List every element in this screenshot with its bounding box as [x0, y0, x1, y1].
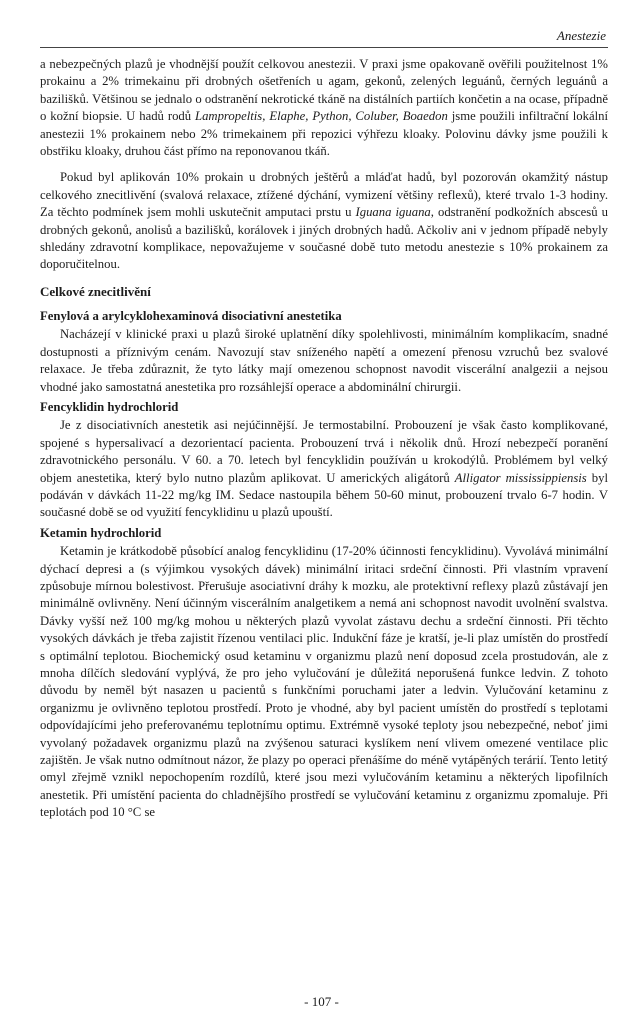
page-number: - 107 - [304, 994, 339, 1009]
page-content [40, 28, 608, 825]
species-name: Iguana iguana [355, 205, 431, 220]
paragraph-ketamine: Ketamin je krátkodobě působící analog fencyklidinu (17-20% účinnosti fencyklidinu). Vyvolává minimální dýchací depresi a (s výjimkou vysokých dávek) minimální iritaci srdeční činnosti. Při vlastním vpravení způsobuje mírnou bolestivost. Přerušuje asociativní dráhy k mozku, ale protektivní reflexy plazů zůstávají jen minimálně ovlivněny. Není účinným viscerálním analgetikem a nemá ani schopnost navodit uvolnění svalstva. Dávky vyšší než 100 mg/kg mohou u některých plazů vyvolat zástavu dechu a srdeční činnosti. Při těchto vysokých dávkách je třeba zajistit řízenou ventilaci plic. Indukční fáze je kratší, je-li plaz umístěn do prostředí s optimální teplotou. Biochemický osud ketaminu v organizmu plazů není doposud zcela prostudován, ale z mnoha dílčích sledování vyplývá, že pro jeho vylučování je důležitá neporušená funkce ledvin. Z tohoto důvodu by neměl být nasazen u pacientů s funkčními poruchami jater a ledvin. Vylučování ketaminu z organizmu je ovlivněno teplotou prostředí. Proto je vhodné, aby byl pacient umístěn do prostředí s teplotami odpovídajícími jeho preferovanému teplotnímu optimu. Extrémně vysoké teploty jsou nebezpečné, neboť jimi vyvolaný požadavek organizmu plazů na zvýšenou saturaci kyslíkem není vlivem omezené ventilace plic zajištěn. Je však nutno odmítnout názor, že plazy po operaci přenášíme do méně vytápěných terárií. Tento letitý omyl zřejmě vznikl nepochopením rozdílů, které jsou mezi vylučováním ketaminu a některých lipofilních anestetik. Při umístění pacienta do chladnějšího prostředí se vylučování ketaminu z organizmu zpomaluje. Při teplotách pod 10 °C se [40, 544, 608, 820]
snake-genera: Lampropeltis, Elaphe, Python, Coluber, Boaedon [195, 109, 448, 124]
paragraph-phenyl: Nacházejí v klinické praxi u plazů široké uplatnění díky spolehlivosti, minimálním komplikacím, snadné dostupnosti a příznivým cenám. Navozují stav sníženého napětí a omezení přenosu vzruchů bez svalové relaxace. Je třeba zdůraznit, že tyto látky mají omezenou schopnost navodit viscerální analgezii a nejsou vhodné jako samostatná anestetika pro rozsáhlejší operace a abdominální chirurgii. [40, 327, 608, 394]
paragraph-text: byl podáván v dávkách 11-22 mg/kg IM. Sedace nastoupila během 50-60 minut, probouzení trvalo 6-7 hodin. V současné době se od využití fencyklidinu u plazů upouští. [40, 470, 608, 520]
paragraph-text: , odstranění podkožních abscesů u drobných gekonů, anolisů a bazilišků, korálovek i jiných drobných hadů. Ačkoliv ani v jednom případě nebyly shledány zdravotní komplikace, nepovažujeme v současné době tuto metodu anestezie s 10% prokainem za doporučitelnou. [40, 205, 608, 272]
species-name: Alligator mississippiensis [454, 470, 587, 485]
paragraph-phencyclidine [40, 417, 608, 521]
paragraph-text: a nebezpečných plazů je vhodnější použít celkovou anestezii. V praxi jsme opakovaně ověřili použitelnost 1% prokainu a 2% trimekainu při drobných ošetřeních u agam, gekonů, zelených leguánů, černých leguánů a bazilišků. Většinou se jednalo o odstranění nekrotické tkáně na distálních partiích končetin a na ocase, případně o kožní biopsie. U hadů rodů [40, 57, 608, 124]
subheading-ketamine: Ketamin hydrochlorid [40, 525, 162, 540]
paragraph-procaine [40, 169, 608, 273]
running-header: Anestezie [40, 28, 608, 48]
paragraph-local-anesthesia [40, 56, 608, 160]
subheading-phencyclidine: Fencyklidin hydrochlorid [40, 399, 179, 414]
paragraph-text: Pokud byl aplikován 10% prokain u drobných ještěrů a mláďat hadů, byl pozorován okamžitý nástup celkového znecitlivění (svalová relaxace, ztížené dýchání, vymizení většiny reflexů), které trvalo 1-3 hodiny. Za těchto podmínek jsem mohli uskutečnit amputaci prstu u [40, 170, 608, 220]
paragraph-text: Je z disociativních anestetik asi nejúčinnější. Je termostabilní. Probouzení je však často komplikované, spojené s hypersalivací a dezorientací pacienta. Probouzení trvá i několik dnů. Hrozí nebezpečí poranění zdravotnického personálu. V 60. a 70. letech byl fencyklidin používán u krokodýlů. Problémem byl velký objem anestetika, který bylo nutno plazům aplikovat. U amerických aligátorů [40, 418, 608, 485]
section-heading-general-anesthesia: Celkové znecitlivění [40, 283, 151, 299]
paragraph-text: jsme použili infiltrační lokální anestezii 1% prokainem nebo 2% trimekainem při repozici výhřezu kloaky. Polovinu dávky jsme použili k obstřiku kloaky, druhou část přímo na reponovanou tkáň. [40, 109, 609, 159]
subheading-phenyl: Fenylová a arylcyklohexaminová disociativní anestetika [40, 308, 342, 323]
